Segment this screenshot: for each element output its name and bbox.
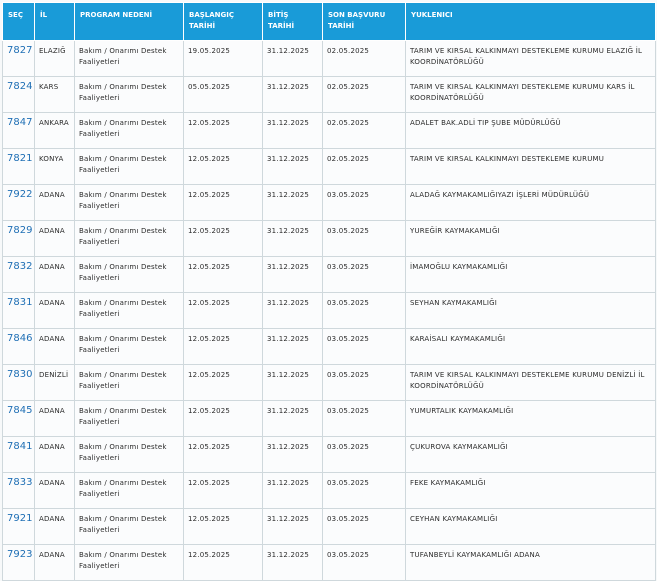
row-bitis-cell: [263, 257, 323, 293]
row-bitis-cell: [263, 41, 323, 77]
row-baslangic: 12.05.2025: [188, 479, 231, 487]
row-son-basvuru-cell: [323, 545, 406, 581]
column-header-il[interactable]: İL: [35, 3, 75, 41]
row-son-basvuru-cell: [323, 293, 406, 329]
row-baslangic: 12.05.2025: [188, 515, 231, 523]
row-yuklenici: ADALET BAK.ADLİ TIP ŞUBE MÜDÜRLÜĞÜ: [410, 119, 561, 127]
table-row: [3, 113, 656, 149]
row-program: Bakım / Onarımı Destek Faaliyetleri: [79, 515, 167, 534]
row-baslangic-cell: [184, 149, 263, 185]
row-son-basvuru: 03.05.2025: [327, 263, 370, 271]
row-baslangic-cell: [184, 473, 263, 509]
row-program: Bakım / Onarımı Destek Faaliyetleri: [79, 191, 167, 210]
row-id-link[interactable]: 7923: [7, 549, 33, 560]
row-bitis: 31.12.2025: [267, 191, 310, 199]
row-bitis: 31.12.2025: [267, 47, 310, 55]
row-id-link[interactable]: 7845: [7, 405, 33, 416]
row-program-cell: [75, 329, 184, 365]
row-baslangic: 19.05.2025: [188, 47, 231, 55]
row-program-cell: [75, 257, 184, 293]
row-bitis: 31.12.2025: [267, 443, 310, 451]
row-bitis-cell: [263, 113, 323, 149]
row-il: ANKARA: [39, 119, 69, 127]
row-yuklenici-cell: [406, 185, 656, 221]
row-bitis-cell: [263, 401, 323, 437]
row-id-link[interactable]: 7833: [7, 477, 33, 488]
row-program: Bakım / Onarımı Destek Faaliyetleri: [79, 47, 167, 66]
row-il-cell: [35, 365, 75, 401]
row-id-link-cell[interactable]: [3, 185, 35, 221]
row-bitis: 31.12.2025: [267, 299, 310, 307]
row-program-cell: [75, 545, 184, 581]
row-id-link-cell[interactable]: [3, 77, 35, 113]
row-baslangic: 12.05.2025: [188, 227, 231, 235]
row-id-link[interactable]: 7847: [7, 117, 33, 128]
row-baslangic-cell: [184, 41, 263, 77]
row-id-link[interactable]: 7921: [7, 513, 33, 524]
row-yuklenici-cell: [406, 437, 656, 473]
row-bitis: 31.12.2025: [267, 155, 310, 163]
row-yuklenici: ALADAĞ KAYMAKAMLIĞIYAZI İŞLERİ MÜDÜRLÜĞÜ: [410, 191, 590, 199]
row-son-basvuru: 03.05.2025: [327, 407, 370, 415]
row-id-link-cell[interactable]: [3, 221, 35, 257]
row-id-link-cell[interactable]: [3, 401, 35, 437]
row-il-cell: [35, 509, 75, 545]
row-program-cell: [75, 437, 184, 473]
table-header-row: [3, 3, 656, 41]
table-row: [3, 509, 656, 545]
row-il: KARS: [39, 83, 59, 91]
row-son-basvuru: 03.05.2025: [327, 299, 370, 307]
row-program: Bakım / Onarımı Destek Faaliyetleri: [79, 83, 167, 102]
row-son-basvuru: 03.05.2025: [327, 551, 370, 559]
row-program: Bakım / Onarımı Destek Faaliyetleri: [79, 479, 167, 498]
row-id-link[interactable]: 7824: [7, 81, 33, 92]
row-program-cell: [75, 365, 184, 401]
row-yuklenici-cell: [406, 257, 656, 293]
row-yuklenici-cell: [406, 545, 656, 581]
row-yuklenici-cell: [406, 293, 656, 329]
row-yuklenici: TARIM VE KIRSAL KALKINMAYI DESTEKLEME KURUMU DENİZLİ İL KOORDİNATÖRLÜĞÜ: [410, 371, 645, 390]
row-bitis: 31.12.2025: [267, 335, 310, 343]
row-program: Bakım / Onarımı Destek Faaliyetleri: [79, 227, 167, 246]
row-baslangic: 05.05.2025: [188, 83, 231, 91]
row-bitis: 31.12.2025: [267, 407, 310, 415]
row-baslangic-cell: [184, 185, 263, 221]
table-row: [3, 401, 656, 437]
row-program: Bakım / Onarımı Destek Faaliyetleri: [79, 407, 167, 426]
row-bitis: 31.12.2025: [267, 227, 310, 235]
row-son-basvuru-cell: [323, 473, 406, 509]
row-program-cell: [75, 509, 184, 545]
table-row: [3, 149, 656, 185]
row-program: Bakım / Onarımı Destek Faaliyetleri: [79, 119, 167, 138]
row-bitis-cell: [263, 293, 323, 329]
row-id-link[interactable]: 7922: [7, 189, 33, 200]
row-id-link-cell[interactable]: [3, 329, 35, 365]
row-il-cell: [35, 437, 75, 473]
row-yuklenici-cell: [406, 365, 656, 401]
row-yuklenici-cell: [406, 509, 656, 545]
row-program-cell: [75, 113, 184, 149]
row-id-link[interactable]: 7841: [7, 441, 33, 452]
row-il-cell: [35, 545, 75, 581]
row-son-basvuru: 03.05.2025: [327, 227, 370, 235]
column-header-baslangic[interactable]: BAŞLANGIÇ TARİHİ: [184, 3, 263, 41]
row-il-cell: [35, 329, 75, 365]
row-id-link-cell[interactable]: [3, 365, 35, 401]
row-son-basvuru: 03.05.2025: [327, 515, 370, 523]
row-il: ELAZIĞ: [39, 47, 66, 55]
row-program-cell: [75, 41, 184, 77]
table-row: [3, 545, 656, 581]
row-program: Bakım / Onarımı Destek Faaliyetleri: [79, 335, 167, 354]
row-program-cell: [75, 473, 184, 509]
row-il-cell: [35, 473, 75, 509]
row-bitis-cell: [263, 221, 323, 257]
row-yuklenici-cell: [406, 329, 656, 365]
program-table: [2, 2, 656, 581]
row-bitis-cell: [263, 329, 323, 365]
row-baslangic-cell: [184, 329, 263, 365]
row-bitis: 31.12.2025: [267, 371, 310, 379]
row-son-basvuru-cell: [323, 365, 406, 401]
row-id-link-cell[interactable]: [3, 545, 35, 581]
row-il-cell: [35, 221, 75, 257]
row-son-basvuru: 03.05.2025: [327, 371, 370, 379]
row-il: ADANA: [39, 263, 65, 271]
row-bitis-cell: [263, 149, 323, 185]
row-bitis-cell: [263, 509, 323, 545]
row-program-cell: [75, 77, 184, 113]
row-id-link[interactable]: 7832: [7, 261, 33, 272]
row-baslangic-cell: [184, 77, 263, 113]
row-baslangic-cell: [184, 293, 263, 329]
table-row: [3, 221, 656, 257]
row-bitis-cell: [263, 185, 323, 221]
row-baslangic: 12.05.2025: [188, 407, 231, 415]
row-yuklenici-cell: [406, 41, 656, 77]
row-son-basvuru-cell: [323, 437, 406, 473]
table-row: [3, 257, 656, 293]
row-baslangic: 12.05.2025: [188, 155, 231, 163]
row-son-basvuru: 03.05.2025: [327, 443, 370, 451]
row-baslangic-cell: [184, 365, 263, 401]
row-baslangic-cell: [184, 113, 263, 149]
column-header-yuklenici[interactable]: YUKLENICI: [406, 3, 656, 41]
table-row: [3, 185, 656, 221]
row-yuklenici: KARAİSALI KAYMAKAMLIĞI: [410, 335, 506, 343]
row-yuklenici-cell: [406, 113, 656, 149]
row-il-cell: [35, 293, 75, 329]
column-header-sec[interactable]: SEÇ: [3, 3, 35, 41]
row-program-cell: [75, 185, 184, 221]
row-son-basvuru-cell: [323, 149, 406, 185]
row-il-cell: [35, 257, 75, 293]
row-son-basvuru: 03.05.2025: [327, 479, 370, 487]
row-son-basvuru-cell: [323, 257, 406, 293]
row-il-cell: [35, 401, 75, 437]
row-bitis-cell: [263, 365, 323, 401]
row-yuklenici: TARIM VE KIRSAL KALKINMAYI DESTEKLEME KURUMU KARS İL KOORDİNATÖRLÜĞÜ: [410, 83, 635, 102]
row-id-link[interactable]: 7829: [7, 225, 33, 236]
table-row: [3, 77, 656, 113]
row-yuklenici: TUFANBEYLİ KAYMAKAMLIĞI ADANA: [410, 551, 540, 559]
row-id-link-cell[interactable]: [3, 257, 35, 293]
row-son-basvuru-cell: [323, 509, 406, 545]
table-row: [3, 365, 656, 401]
row-id-link-cell[interactable]: [3, 473, 35, 509]
row-bitis: 31.12.2025: [267, 83, 310, 91]
row-baslangic: 12.05.2025: [188, 263, 231, 271]
row-son-basvuru: 03.05.2025: [327, 335, 370, 343]
row-yuklenici: ÇUKUROVA KAYMAKAMLIĞI: [410, 443, 508, 451]
row-baslangic: 12.05.2025: [188, 443, 231, 451]
row-baslangic: 12.05.2025: [188, 335, 231, 343]
row-son-basvuru: 02.05.2025: [327, 119, 370, 127]
row-il: ADANA: [39, 299, 65, 307]
row-program-cell: [75, 401, 184, 437]
row-yuklenici-cell: [406, 77, 656, 113]
row-bitis: 31.12.2025: [267, 515, 310, 523]
column-header-son-basvuru[interactable]: SON BAŞVURU TARİHİ: [323, 3, 406, 41]
row-id-link-cell[interactable]: [3, 509, 35, 545]
row-program: Bakım / Onarımı Destek Faaliyetleri: [79, 299, 167, 318]
row-son-basvuru-cell: [323, 41, 406, 77]
row-program: Bakım / Onarımı Destek Faaliyetleri: [79, 263, 167, 282]
row-son-basvuru: 02.05.2025: [327, 83, 370, 91]
row-il: KONYA: [39, 155, 64, 163]
row-bitis: 31.12.2025: [267, 479, 310, 487]
row-son-basvuru-cell: [323, 401, 406, 437]
row-baslangic-cell: [184, 401, 263, 437]
row-program: Bakım / Onarımı Destek Faaliyetleri: [79, 371, 167, 390]
row-baslangic-cell: [184, 545, 263, 581]
table-row: [3, 41, 656, 77]
row-bitis: 31.12.2025: [267, 263, 310, 271]
table-row: [3, 293, 656, 329]
row-son-basvuru-cell: [323, 77, 406, 113]
row-baslangic-cell: [184, 509, 263, 545]
row-baslangic: 12.05.2025: [188, 191, 231, 199]
row-son-basvuru: 03.05.2025: [327, 191, 370, 199]
row-il-cell: [35, 41, 75, 77]
row-program: Bakım / Onarımı Destek Faaliyetleri: [79, 155, 167, 174]
row-il: ADANA: [39, 551, 65, 559]
row-baslangic: 12.05.2025: [188, 551, 231, 559]
row-yuklenici: FEKE KAYMAKAMLIĞI: [410, 479, 486, 487]
row-yuklenici-cell: [406, 401, 656, 437]
row-bitis: 31.12.2025: [267, 119, 310, 127]
row-il: ADANA: [39, 479, 65, 487]
row-id-link[interactable]: 7846: [7, 333, 33, 344]
table-row: [3, 473, 656, 509]
row-id-link-cell[interactable]: [3, 293, 35, 329]
row-il-cell: [35, 185, 75, 221]
row-yuklenici: TARIM VE KIRSAL KALKINMAYI DESTEKLEME KURUMU: [410, 155, 605, 163]
row-bitis-cell: [263, 473, 323, 509]
row-il: ADANA: [39, 191, 65, 199]
row-son-basvuru: 02.05.2025: [327, 155, 370, 163]
row-il: ADANA: [39, 335, 65, 343]
row-yuklenici: CEYHAN KAYMAKAMLIĞI: [410, 515, 498, 523]
row-il-cell: [35, 77, 75, 113]
row-il: ADANA: [39, 515, 65, 523]
row-id-link-cell[interactable]: [3, 113, 35, 149]
table-row: [3, 437, 656, 473]
row-bitis-cell: [263, 77, 323, 113]
row-baslangic: 12.05.2025: [188, 371, 231, 379]
row-son-basvuru-cell: [323, 329, 406, 365]
row-yuklenici: YUMURTALIK KAYMAKAMLIĞI: [410, 407, 514, 415]
row-yuklenici: YUREĞİR KAYMAKAMLIĞI: [410, 227, 500, 235]
row-son-basvuru: 02.05.2025: [327, 47, 370, 55]
row-son-basvuru-cell: [323, 113, 406, 149]
row-baslangic: 12.05.2025: [188, 299, 231, 307]
column-header-bitis[interactable]: BİTİŞ TARİHİ: [263, 3, 323, 41]
row-il: ADANA: [39, 227, 65, 235]
row-yuklenici-cell: [406, 473, 656, 509]
row-id-link[interactable]: 7831: [7, 297, 33, 308]
row-id-link-cell[interactable]: [3, 149, 35, 185]
row-il: ADANA: [39, 443, 65, 451]
row-program-cell: [75, 221, 184, 257]
row-program-cell: [75, 293, 184, 329]
row-baslangic-cell: [184, 437, 263, 473]
row-yuklenici: TARIM VE KIRSAL KALKINMAYI DESTEKLEME KURUMU ELAZIĞ İL KOORDİNATÖRLÜĞÜ: [410, 47, 643, 66]
row-bitis-cell: [263, 437, 323, 473]
row-id-link[interactable]: 7827: [7, 45, 33, 56]
row-yuklenici-cell: [406, 149, 656, 185]
row-yuklenici: İMAMOĞLU KAYMAKAMLIĞI: [410, 263, 508, 271]
row-yuklenici: SEYHAN KAYMAKAMLIĞI: [410, 299, 498, 307]
row-program-cell: [75, 149, 184, 185]
row-id-link[interactable]: 7830: [7, 369, 33, 380]
row-id-link[interactable]: 7821: [7, 153, 33, 164]
column-header-program[interactable]: PROGRAM NEDENİ: [75, 3, 184, 41]
row-bitis-cell: [263, 545, 323, 581]
row-yuklenici-cell: [406, 221, 656, 257]
row-son-basvuru-cell: [323, 185, 406, 221]
table-row: [3, 329, 656, 365]
row-il: ADANA: [39, 407, 65, 415]
row-id-link-cell[interactable]: [3, 437, 35, 473]
row-baslangic-cell: [184, 221, 263, 257]
row-il-cell: [35, 149, 75, 185]
row-bitis: 31.12.2025: [267, 551, 310, 559]
row-program: Bakım / Onarımı Destek Faaliyetleri: [79, 551, 167, 570]
row-il-cell: [35, 113, 75, 149]
row-il: DENİZLİ: [39, 371, 69, 379]
row-program: Bakım / Onarımı Destek Faaliyetleri: [79, 443, 167, 462]
row-son-basvuru-cell: [323, 221, 406, 257]
row-baslangic-cell: [184, 257, 263, 293]
row-id-link-cell[interactable]: [3, 41, 35, 77]
row-baslangic: 12.05.2025: [188, 119, 231, 127]
